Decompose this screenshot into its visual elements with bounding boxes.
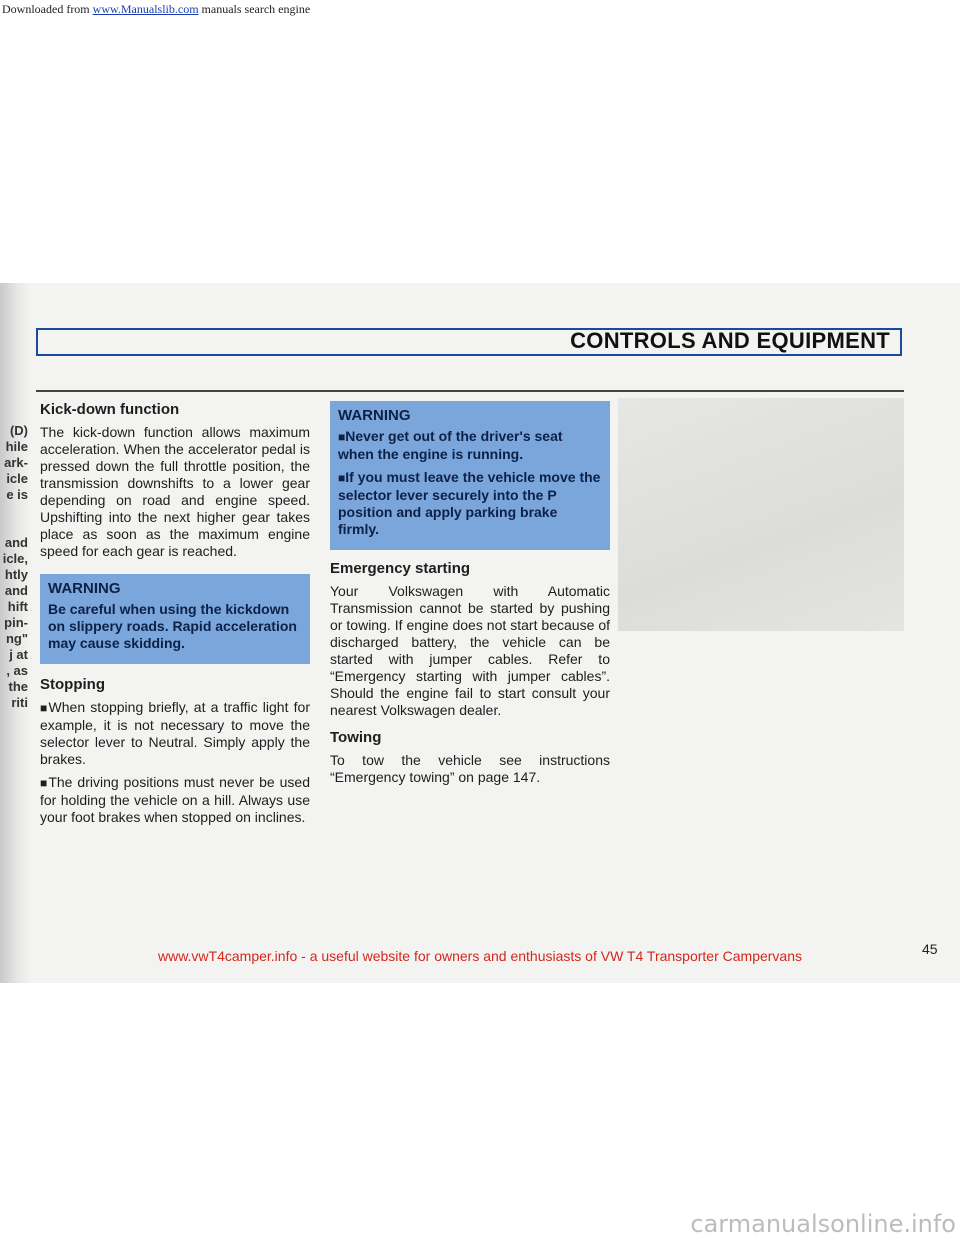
towing-heading: Towing xyxy=(330,729,382,746)
warning-heading-2: WARNING xyxy=(338,407,411,424)
fragment-line: hift xyxy=(7,599,28,614)
stopping-paragraph-2: ■ The driving positions must never be used for holding the vehicle on a hill. Always use your foot brakes when stopped on inclines. xyxy=(40,774,310,826)
engine-warning-box xyxy=(330,401,610,550)
warning-item-2: ■ If you must leave the vehicle move the selector lever securely into the P position and apply parking brake firmly. xyxy=(338,469,602,538)
header-box xyxy=(36,328,902,356)
fragment-line: hile xyxy=(5,439,28,454)
column-middle xyxy=(330,401,610,792)
header-rule xyxy=(36,390,904,392)
fragment-line: icle xyxy=(6,471,28,486)
fragment-line: and xyxy=(4,583,28,598)
stopping-heading: Stopping xyxy=(40,676,105,693)
fragment-line: j at xyxy=(9,647,28,662)
page-title: CONTROLS AND EQUIPMENT xyxy=(570,328,890,353)
download-suffix: manuals search engine xyxy=(201,2,311,16)
manualslib-link[interactable]: www.Manualslib.com xyxy=(92,2,199,16)
watermark: carmanualsonline.info xyxy=(690,1210,956,1238)
fragment-line: the xyxy=(8,679,28,694)
faded-photo xyxy=(618,398,904,631)
download-note xyxy=(2,2,310,17)
towing-text: To tow the vehicle see instructions “Emergency towing” on page 147. xyxy=(330,752,610,785)
column-left xyxy=(40,401,310,832)
stopping-paragraph-1: ■ When stopping briefly, at a traffic light for example, it is not necessary to move the selector lever to Neutral. Simply apply the brakes. xyxy=(40,699,310,768)
kickdown-warning-box xyxy=(40,574,310,664)
kickdown-heading: Kick-down function xyxy=(40,401,180,418)
fragment-line: e is xyxy=(6,487,28,502)
fragment-line xyxy=(0,503,28,519)
fragment-line: and xyxy=(4,535,28,550)
fragment-line: icle, xyxy=(2,551,28,566)
warning-heading: WARNING xyxy=(48,580,121,597)
kickdown-text: The kick-down function allows maximum acceleration. When the accelerator pedal is pressed down the full throttle position, the transmission downshifts to a lower gear depending on road and engine speed. Upshifting into the next higher gear takes place as soon as the maximum engine speed for each gear is reached. xyxy=(40,424,310,559)
fragment-line xyxy=(0,519,28,535)
fragment-line: , as xyxy=(6,663,28,678)
fragment-line: ng" xyxy=(5,631,28,646)
emergency-heading: Emergency starting xyxy=(330,560,471,577)
fragment-line: pin- xyxy=(4,615,28,630)
fragment-line: riti xyxy=(11,695,28,710)
emergency-text: Your Volkswagen with Automatic Transmission cannot be started by pushing or towing. If engine does not start because of discharged battery, the vehicle can be started with jumper cables. Refer to “Emergency starting with jumper cables”. Should the engine fail to start consult your nearest Volkswagen dealer. xyxy=(330,583,610,718)
fragment-line: htly xyxy=(4,567,28,582)
fragment-line: (D) xyxy=(9,423,28,438)
footer-website-link[interactable]: www.vwT4camper.info - a useful website for owners and enthusiasts of VW T4 Transporter Campervans xyxy=(157,948,803,964)
fragment-line: ark- xyxy=(4,455,28,470)
warning-item-1: ■ Never get out of the driver's seat when the engine is running. xyxy=(338,428,602,463)
scanned-page xyxy=(0,283,960,983)
download-prefix: Downloaded from xyxy=(2,2,90,16)
previous-page-fragments xyxy=(0,423,28,711)
warning-text: Be careful when using the kickdown on slippery roads. Rapid acceleration may cause skidding. xyxy=(48,601,297,651)
page-number: 45 xyxy=(922,941,938,957)
